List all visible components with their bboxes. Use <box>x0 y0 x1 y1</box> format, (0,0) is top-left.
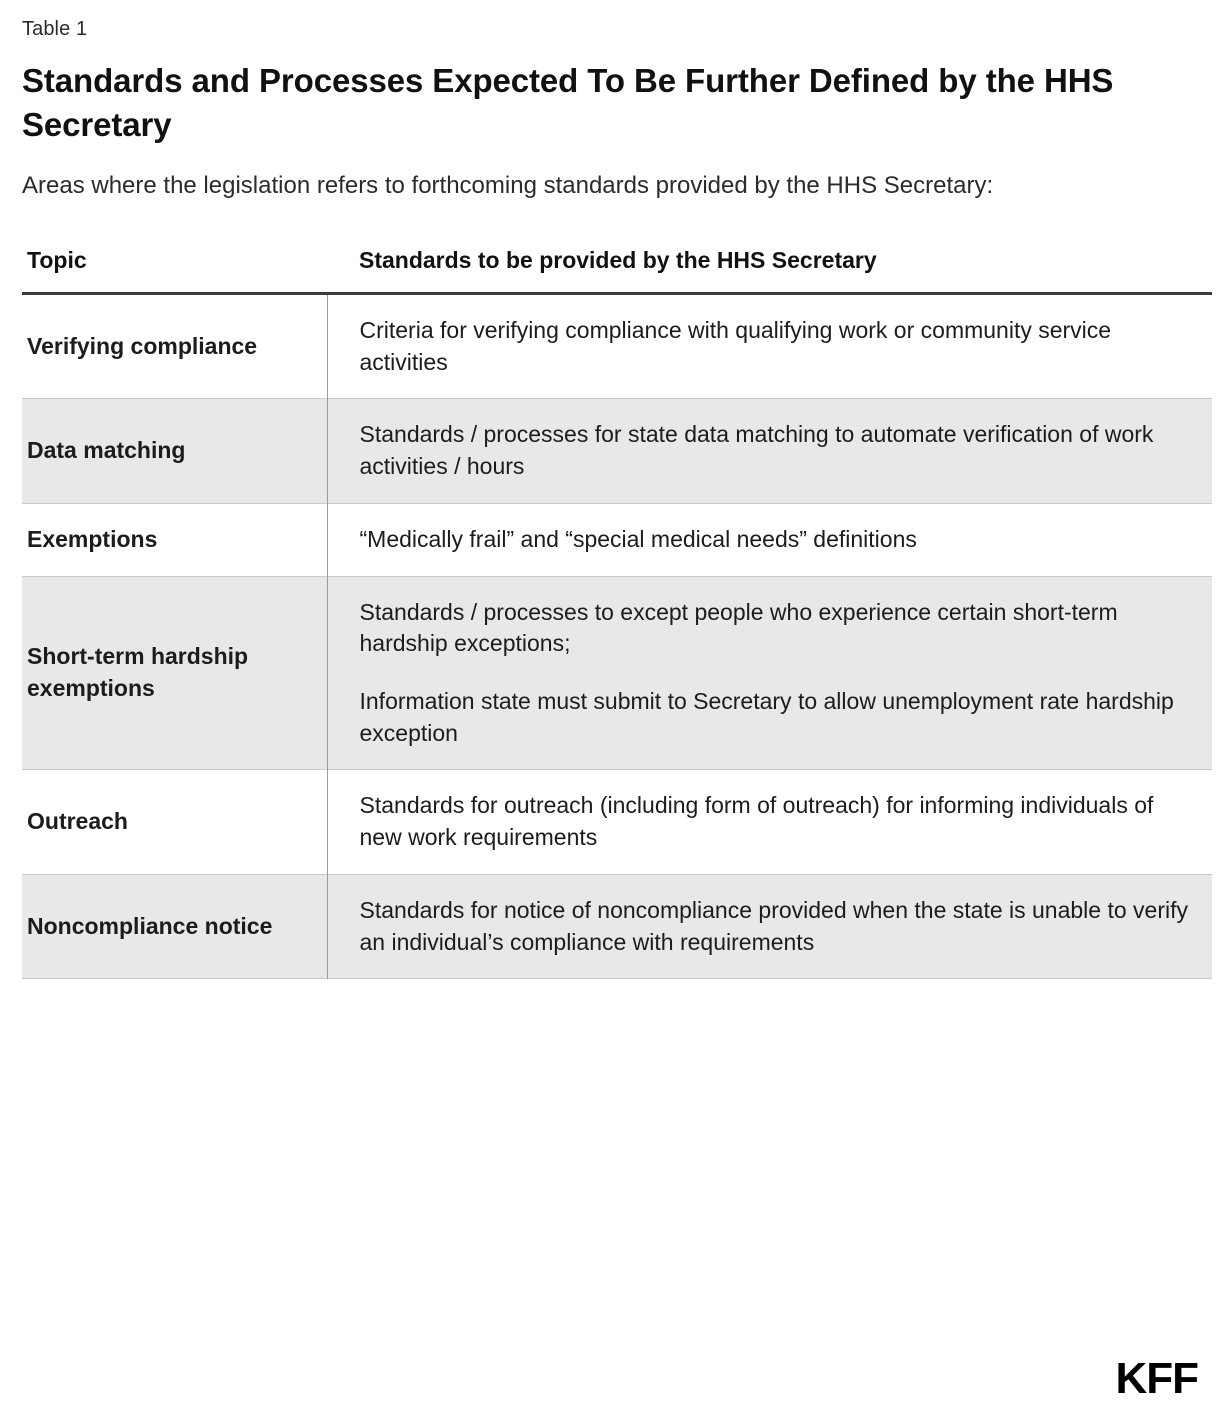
row-topic: Verifying compliance <box>22 293 327 398</box>
row-topic: Exemptions <box>22 503 327 576</box>
row-standard <box>327 770 1212 874</box>
row-topic: Short-term hardship exemptions <box>22 576 327 770</box>
table-row <box>22 399 1212 503</box>
kff-logo: KFF <box>1115 1354 1198 1403</box>
row-topic: Outreach <box>22 770 327 874</box>
standards-table <box>22 247 1212 980</box>
table-label: Table 1 <box>22 18 88 40</box>
table-row <box>22 503 1212 576</box>
row-standard-paragraph: “Medically frail” and “special medical needs” definitions <box>359 525 917 552</box>
row-standard <box>327 874 1212 978</box>
table-row <box>22 576 1212 770</box>
row-standard <box>327 576 1212 770</box>
row-standard-paragraph-secondary: Information state must submit to Secretary to allow unemployment rate hardship exception <box>359 687 1174 746</box>
row-standard-paragraph: Criteria for verifying compliance with qualifying work or community service activities <box>359 316 1112 375</box>
row-standard-paragraph: Standards for outreach (including form of outreach) for informing individuals of new work requirements <box>359 792 1154 851</box>
row-standard <box>327 399 1212 503</box>
row-standard <box>327 293 1212 398</box>
page-title: Standards and Processes Expected To Be Further Defined by the HHS Secretary <box>22 62 1114 143</box>
table-body <box>22 293 1212 979</box>
row-standard <box>327 503 1212 576</box>
column-header-topic: Topic <box>27 246 87 273</box>
table-header-row <box>22 247 1212 294</box>
row-topic: Data matching <box>22 399 327 503</box>
table-header <box>22 247 1212 294</box>
table-row <box>22 874 1212 978</box>
page-subtitle: Areas where the legislation refers to forthcoming standards provided by the HHS Secretary: <box>22 171 994 199</box>
row-standard-paragraph: Standards / processes to except people who experience certain short-term hardship exceptions; <box>359 598 1118 657</box>
row-standard-paragraph: Standards / processes for state data matching to automate verification of work activities / hours <box>359 421 1154 480</box>
row-topic: Noncompliance notice <box>22 874 327 978</box>
row-standard-paragraph: Standards for notice of noncompliance provided when the state is unable to verify an individual’s compliance with requirements <box>359 896 1188 955</box>
table-row <box>22 770 1212 874</box>
column-header-standard: Standards to be provided by the HHS Secretary <box>359 246 877 273</box>
table-row <box>22 293 1212 398</box>
